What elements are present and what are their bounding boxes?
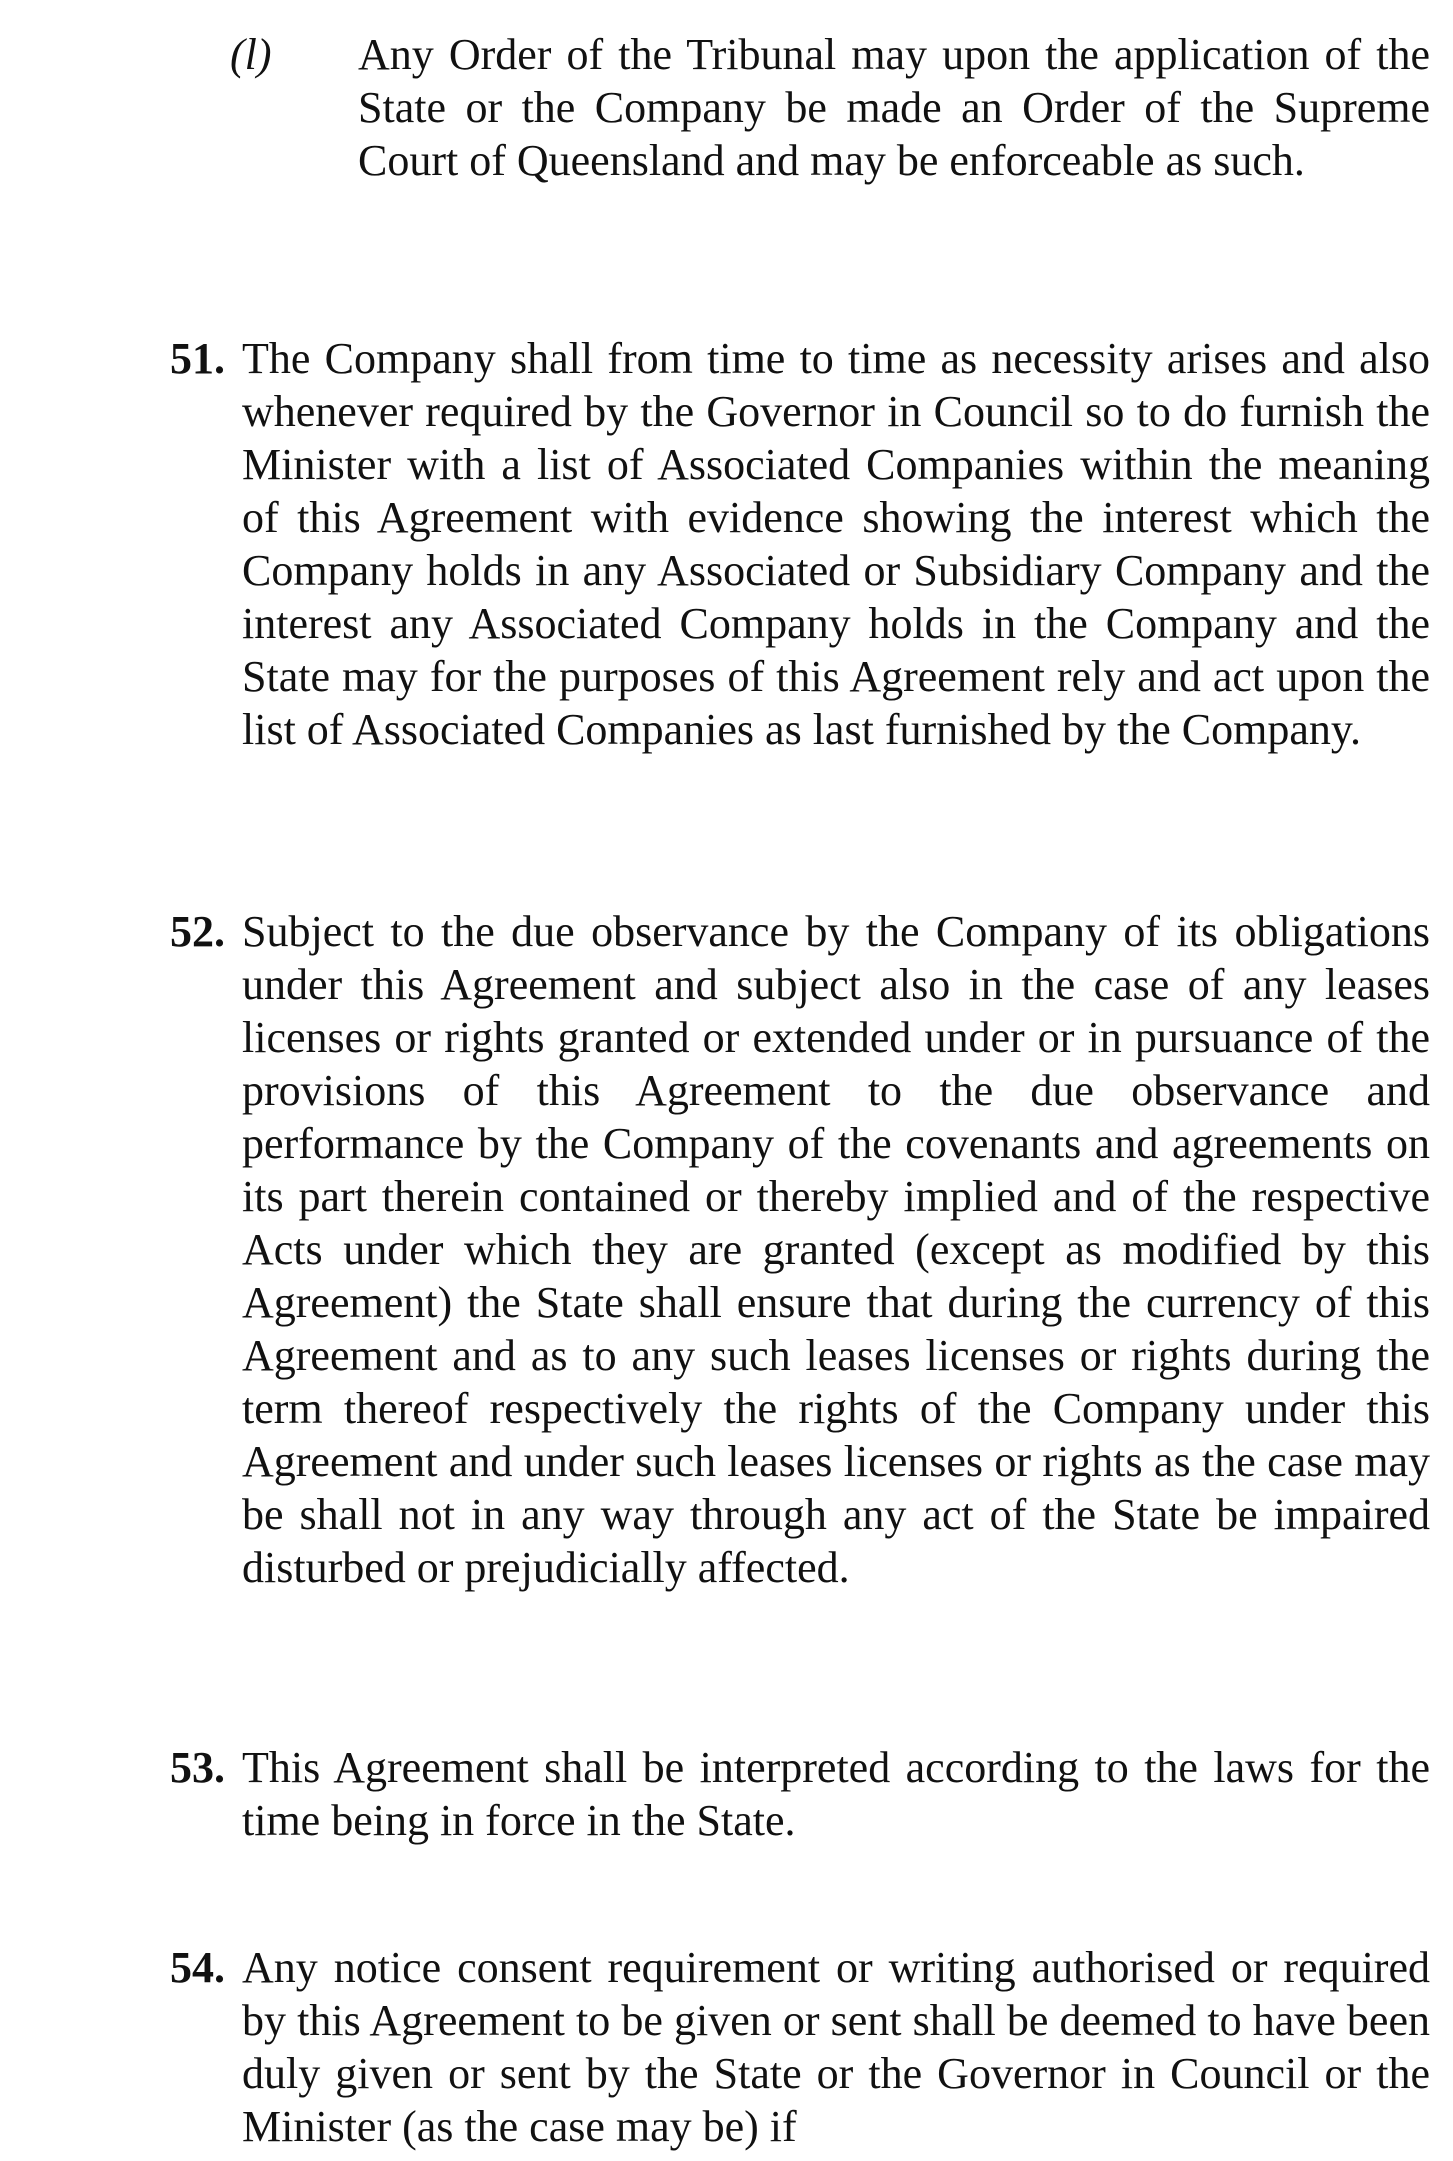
clause-number: 51.: [170, 334, 225, 383]
clause-text: The Company shall from time to time as necessity arises and also whenever required by the Governor in Council so to do furnish the Minister with a list of Associated Companies within the meaning of this Agreement with evidence showing the interest which the Company holds in any Associated or Subsidiary Company and the interest any Associated Company holds in the Company and the State may for the purposes of this Agreement rely and act upon the list of Associated Companies as last furnished by the Company.: [242, 334, 1430, 754]
clause-number: 53.: [170, 1743, 225, 1792]
clause-text: This Agreement shall be interpreted according to the laws for the time being in force in the State.: [242, 1743, 1430, 1845]
clause-text: Any notice consent requirement or writing authorised or required by this Agreement to be given or sent shall be deemed to have been duly given or sent by the State or the Governor in Council or the Minister (as the case may be) if: [242, 1943, 1430, 2151]
clause-number: 52.: [170, 907, 225, 956]
clause-text: Subject to the due observance by the Company of its obligations under this Agreement and subject also in the case of any leases licenses or rights granted or extended under or in pursuance of the provisions of this Agreement to the due observance and performance by the Company of the covenants and agreements on its part therein contained or thereby implied and of the respective Acts under which they are granted (except as modified by this Agreement) the State shall ensure that during the currency of this Agreement and as to any such leases licenses or rights during the term thereof respectively the rights of the Company under this Agreement and under such leases licenses or rights as the case may be shall not in any way through any act of the State be impaired disturbed or prejudicially affected.: [242, 907, 1430, 1592]
clause-number: 54.: [170, 1943, 225, 1992]
clause-text: Any Order of the Tribunal may upon the application of the State or the Company be made an Order of the Supreme Court of Queensland and may be enforceable as such.: [358, 30, 1430, 185]
clause-label: (l): [230, 30, 272, 79]
